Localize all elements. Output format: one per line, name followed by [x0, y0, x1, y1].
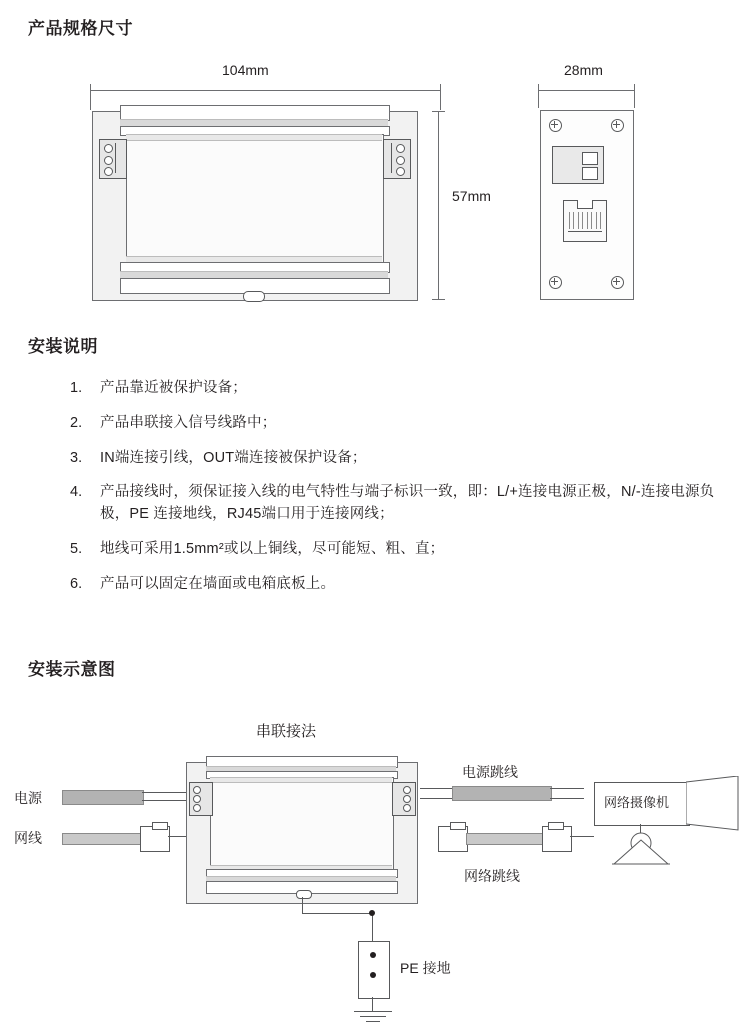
dim-ext-side-left [538, 90, 539, 108]
net-wire-left [168, 836, 188, 837]
dim-line-width [90, 90, 440, 91]
wiring-diagram [0, 700, 750, 1025]
earth-bar-3 [366, 1021, 380, 1022]
list-item [70, 539, 730, 561]
list-item-number: 5. [70, 540, 83, 557]
front-view-body-edge-top [126, 134, 382, 141]
dim-ext-right [440, 90, 441, 110]
dim-tick-bottom [432, 299, 445, 300]
ground-lug [243, 291, 265, 302]
terminal-divider-right [391, 143, 392, 173]
rj45-base-line [568, 231, 602, 232]
list-item [70, 482, 730, 526]
panel-screw-bottom-right [611, 276, 624, 289]
device-terminal-right-screw-1 [403, 786, 411, 794]
power-jumper-sleeve [452, 786, 552, 801]
rj45-plug-mid-right-clip [548, 822, 564, 830]
pe-terminal-dot-2 [370, 972, 376, 978]
list-item-number: 1. [70, 380, 83, 396]
panel-screw-bottom-left [549, 276, 562, 289]
section-title-spec: 产品规格尺寸 [28, 19, 133, 38]
terminal-screw-left-1 [104, 144, 113, 153]
device-terminal-right-screw-3 [403, 804, 411, 812]
dim-front-width: 104mm [222, 62, 269, 78]
list-item-text: 地线可采用1.5mm²或以上铜线，尽可能短、粗、直； [100, 540, 445, 557]
device-terminal-left-screw-2 [193, 795, 201, 803]
list-item-text: 产品靠近被保护设备； [100, 380, 247, 396]
power-jumper-wire-1 [420, 788, 452, 789]
power-jumper-wire-3 [550, 788, 584, 789]
list-item-number: 4. [70, 484, 83, 501]
list-item-number: 3. [70, 449, 83, 466]
list-item-text: IN端连接引线，OUT端连接被保护设备； [100, 449, 367, 466]
earth-bar-1 [354, 1011, 392, 1012]
net-jumper-wire-right [570, 836, 594, 837]
power-wire-2 [142, 800, 186, 801]
terminal-screw-right-1 [396, 144, 405, 153]
list-item-text: 产品串联接入信号线路中； [100, 414, 277, 431]
spec-drawing [0, 48, 750, 318]
label-pe-ground: PE 接地 [400, 960, 451, 976]
list-item [70, 413, 730, 435]
dim-ext-side-right [634, 90, 635, 108]
pe-down-wire [372, 997, 373, 1011]
diagram-series-title: 串联接法 [256, 723, 317, 740]
panel-screw-top-left [549, 119, 562, 132]
label-camera: 网络摄像机 [604, 795, 670, 810]
rj45-plug-left-clip [152, 822, 168, 830]
device-body-edge-top [210, 777, 392, 783]
rj45-notch [577, 200, 593, 209]
label-power: 电源 [14, 790, 42, 806]
dim-line-side [538, 90, 634, 91]
device-body [210, 777, 394, 871]
panel-screw-top-right [611, 119, 624, 132]
earth-bar-2 [360, 1016, 386, 1017]
power-jumper-wire-2 [420, 798, 452, 799]
section-title-diagram: 安装示意图 [28, 660, 116, 679]
camera-lens-icon [686, 776, 742, 838]
terminal-screw-left-2 [104, 156, 113, 165]
dim-side-width: 28mm [564, 62, 603, 78]
label-power-jumper: 电源跳线 [462, 764, 518, 780]
list-item [70, 574, 730, 596]
list-item [70, 378, 730, 400]
dim-front-height: 57mm [452, 188, 491, 204]
list-item [70, 448, 730, 470]
device-terminal-left-screw-1 [193, 786, 201, 794]
power-cable-sleeve [62, 790, 144, 805]
rj45-port-icon [563, 200, 607, 242]
dim-tick-top [432, 111, 445, 112]
usb-pin-2 [582, 167, 598, 180]
ground-wire-v1 [302, 897, 303, 913]
rj45-plug-mid-left-clip [450, 822, 466, 830]
pe-terminal-dot-1 [370, 952, 376, 958]
install-instructions-list [70, 378, 730, 608]
terminal-screw-right-3 [396, 167, 405, 176]
list-item-text: 产品接线时，须保证接入线的电气特性与端子标识一致，即：L/+连接电源正极，N/-连接电源负极，PE 连接地线，RJ45端口用于连接网线； [100, 484, 715, 522]
device-ground-lug [296, 890, 312, 899]
net-cable-sleeve [62, 833, 142, 845]
pe-terminal-box [358, 941, 390, 999]
power-wire-1 [142, 792, 186, 793]
power-jumper-wire-4 [550, 798, 584, 799]
ground-wire-junction [369, 910, 375, 916]
front-view-body [126, 134, 384, 264]
usb-pin-1 [582, 152, 598, 165]
terminal-divider-left [115, 143, 116, 173]
camera-mount-icon [608, 832, 674, 866]
list-item-text: 产品可以固定在墙面或电箱底板上。 [100, 575, 336, 592]
terminal-screw-right-2 [396, 156, 405, 165]
ground-wire-v2 [372, 913, 373, 941]
terminal-screw-left-3 [104, 167, 113, 176]
label-network-cable: 网线 [14, 830, 42, 846]
label-network-jumper: 网络跳线 [464, 868, 520, 884]
net-jumper-sleeve [466, 833, 544, 845]
dim-ext-left [90, 90, 91, 110]
section-title-install: 安装说明 [28, 337, 98, 356]
device-terminal-left-screw-3 [193, 804, 201, 812]
dim-line-height [438, 111, 439, 299]
list-item-number: 2. [70, 414, 83, 431]
rj45-pins [569, 212, 601, 229]
device-terminal-right-screw-2 [403, 795, 411, 803]
list-item-number: 6. [70, 575, 83, 592]
ground-wire-h1 [302, 913, 372, 914]
